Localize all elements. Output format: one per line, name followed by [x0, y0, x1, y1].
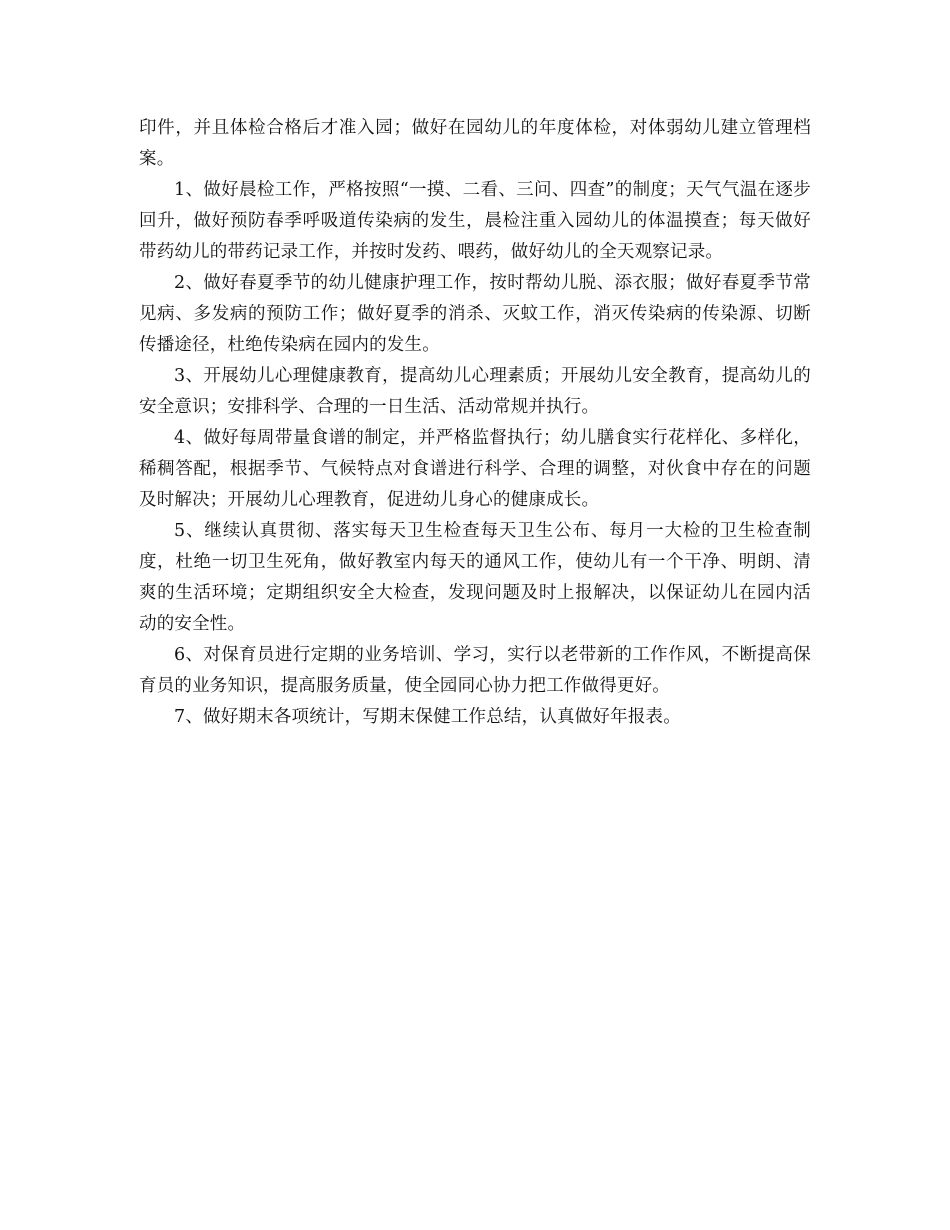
document-body — [139, 113, 811, 733]
paragraph-item-6: 6、对保育员进行定期的业务培训、学习，实行以老带新的工作作风，不断提高保育员的业务知识，提高服务质量，使全园同心协力把工作做得更好。 — [139, 645, 811, 696]
paragraph-item-1: 1、做好晨检工作，严格按照“一摸、二看、三问、四查”的制度；天气气温在逐步回升，做好预防春季呼吸道传染病的发生，晨检注重入园幼儿的体温摸查；每天做好带药幼儿的带药记录工作，并按时发药、喂药，做好幼儿的全天观察记录。 — [139, 180, 811, 262]
paragraph-item-3: 3、开展幼儿心理健康教育，提高幼儿心理素质；开展幼儿安全教育，提高幼儿的安全意识；安排科学、合理的一日生活、活动常规并执行。 — [139, 366, 811, 417]
paragraph-continuation: 印件，并且体检合格后才准入园；做好在园幼儿的年度体检，对体弱幼儿建立管理档案。 — [139, 118, 811, 169]
paragraph-item-2: 2、做好春夏季节的幼儿健康护理工作，按时帮幼儿脱、添衣服；做好春夏季节常见病、多发病的预防工作；做好夏季的消杀、灭蚊工作，消灭传染病的传染源、切断传播途径，杜绝传染病在园内的发生。 — [139, 273, 811, 355]
paragraph-item-7: 7、做好期末各项统计，写期末保健工作总结，认真做好年报表。 — [174, 707, 681, 727]
paragraph-item-4: 4、做好每周带量食谱的制定，并严格监督执行；幼儿膳食实行花样化、多样化，稀稠答配，根据季节、气候特点对食谱进行科学、合理的调整，对伙食中存在的问题及时解决；开展幼儿心理教育，促进幼儿身心的健康成长。 — [139, 428, 811, 510]
paragraph-item-5: 5、继续认真贯彻、落实每天卫生检查每天卫生公布、每月一大检的卫生检查制度，杜绝一切卫生死角，做好教室内每天的通风工作，使幼儿有一个干净、明朗、清爽的生活环境；定期组织安全大检查，发现问题及时上报解决，以保证幼儿在园内活动的安全性。 — [139, 521, 811, 634]
